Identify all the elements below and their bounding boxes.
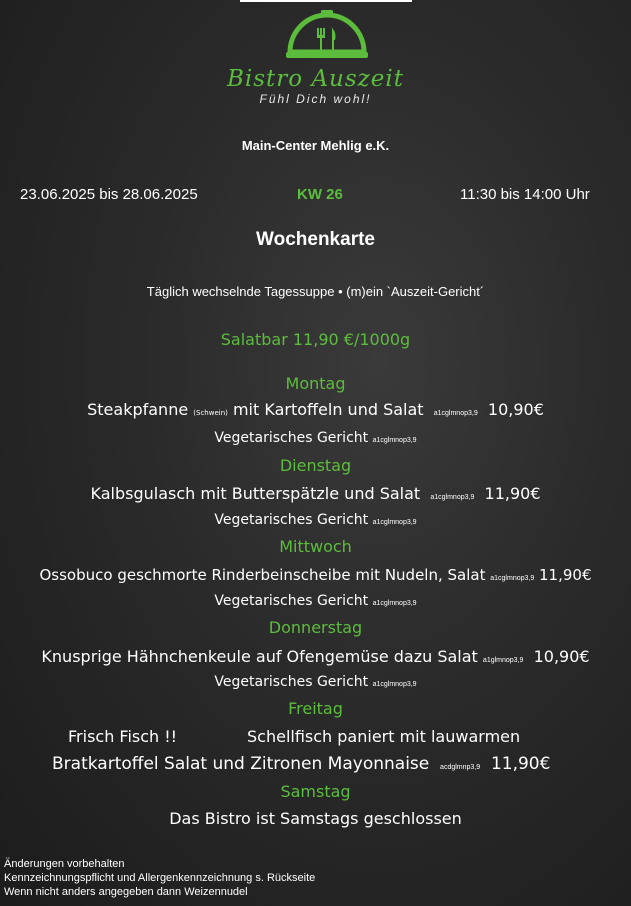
dish-friday <box>52 754 550 774</box>
opening-hours: 11:30 bis 14:00 Uhr <box>460 186 590 203</box>
allergen-codes: a1cglmnop3,9 <box>372 600 417 607</box>
dish-price: 11,90€ <box>490 754 551 774</box>
friday-fish-label: Frisch Fisch !! <box>68 727 178 746</box>
friday-dish-line1: Schellfisch paniert mit lauwarmen <box>247 727 521 746</box>
day-heading-monday: Montag <box>285 374 346 393</box>
allergen-codes: a1cglmnop3,9 <box>372 681 417 688</box>
cloche-fork-knife-icon <box>284 6 370 60</box>
dish-price: 10,90€ <box>487 400 544 419</box>
dish-name: Bratkartoffel Salat und Zitronen Mayonnaise <box>52 754 430 774</box>
allergen-codes: a1cglmnop3,9 <box>490 575 535 582</box>
dish-name: Knusprige Hähnchenkeule auf Ofengemüse dazu Salat <box>41 647 478 666</box>
salad-bar-price: Salatbar 11,90 €/1000g <box>220 330 411 349</box>
dish-name: Steakpfanne <box>87 400 189 419</box>
dish-name-rest: mit Kartoffeln und Salat <box>232 400 424 419</box>
veg-dish-name: Vegetarisches Gericht <box>214 512 369 528</box>
day-heading-thursday: Donnerstag <box>268 618 363 637</box>
dish-tuesday <box>0 484 631 503</box>
top-divider <box>240 0 412 2</box>
veg-wednesday <box>0 593 631 609</box>
date-range: 23.06.2025 bis 28.06.2025 <box>20 186 198 203</box>
dish-name: Ossobuco geschmorte Rinderbeinscheibe mit Nudeln, Salat <box>39 566 486 584</box>
allergen-codes: a1cglmnop3,9 <box>372 437 417 444</box>
dish-name: Kalbsgulasch mit Butterspätzle und Salat <box>90 484 421 503</box>
saturday-closed-notice: Das Bistro ist Samstags geschlossen <box>169 809 462 828</box>
veg-dish-name: Vegetarisches Gericht <box>214 593 369 609</box>
footer-note-noodles: Wenn nicht anders angegeben dann Weizennudel <box>4 886 248 898</box>
dish-thursday <box>0 647 631 666</box>
brand-name: Bistro Auszeit <box>226 66 404 92</box>
veg-tuesday <box>0 512 631 528</box>
allergen-codes: a1cglmnop3,9 <box>433 410 478 417</box>
veg-monday <box>0 430 631 446</box>
company-name: Main-Center Mehlig e.K. <box>241 138 390 153</box>
veg-thursday <box>0 674 631 690</box>
dish-wednesday <box>0 566 631 584</box>
veg-dish-name: Vegetarisches Gericht <box>214 674 369 690</box>
page-title: Wochenkarte <box>256 229 375 250</box>
meat-type: (Schwein) <box>193 409 228 417</box>
allergen-codes: a1cglmnop3,9 <box>372 519 417 526</box>
footer-note-allergens: Kennzeichnungspflicht und Allergenkennzeichnung s. Rückseite <box>4 872 316 884</box>
dish-price: 11,90€ <box>539 566 592 584</box>
dish-price: 10,90€ <box>533 647 590 666</box>
dish-price: 11,90€ <box>484 484 541 503</box>
day-heading-friday: Freitag <box>288 699 343 718</box>
allergen-codes: a1cglmnop3,9 <box>430 494 475 501</box>
day-heading-saturday: Samstag <box>280 782 351 801</box>
calendar-week: KW 26 <box>297 186 343 203</box>
day-heading-wednesday: Mittwoch <box>279 537 352 556</box>
footer-note-changes: Änderungen vorbehalten <box>4 858 125 870</box>
dish-monday <box>0 400 631 419</box>
allergen-codes: a1glmnop3,9 <box>482 657 524 664</box>
brand-slogan: Fühl Dich wohl! <box>259 92 372 106</box>
veg-dish-name: Vegetarisches Gericht <box>214 430 369 446</box>
day-heading-tuesday: Dienstag <box>279 456 352 475</box>
allergen-codes: acdglmnp3,9 <box>440 764 481 771</box>
daily-offer: Täglich wechselnde Tagessuppe • (m)ein `Auszeit-Gericht´ <box>146 284 485 299</box>
